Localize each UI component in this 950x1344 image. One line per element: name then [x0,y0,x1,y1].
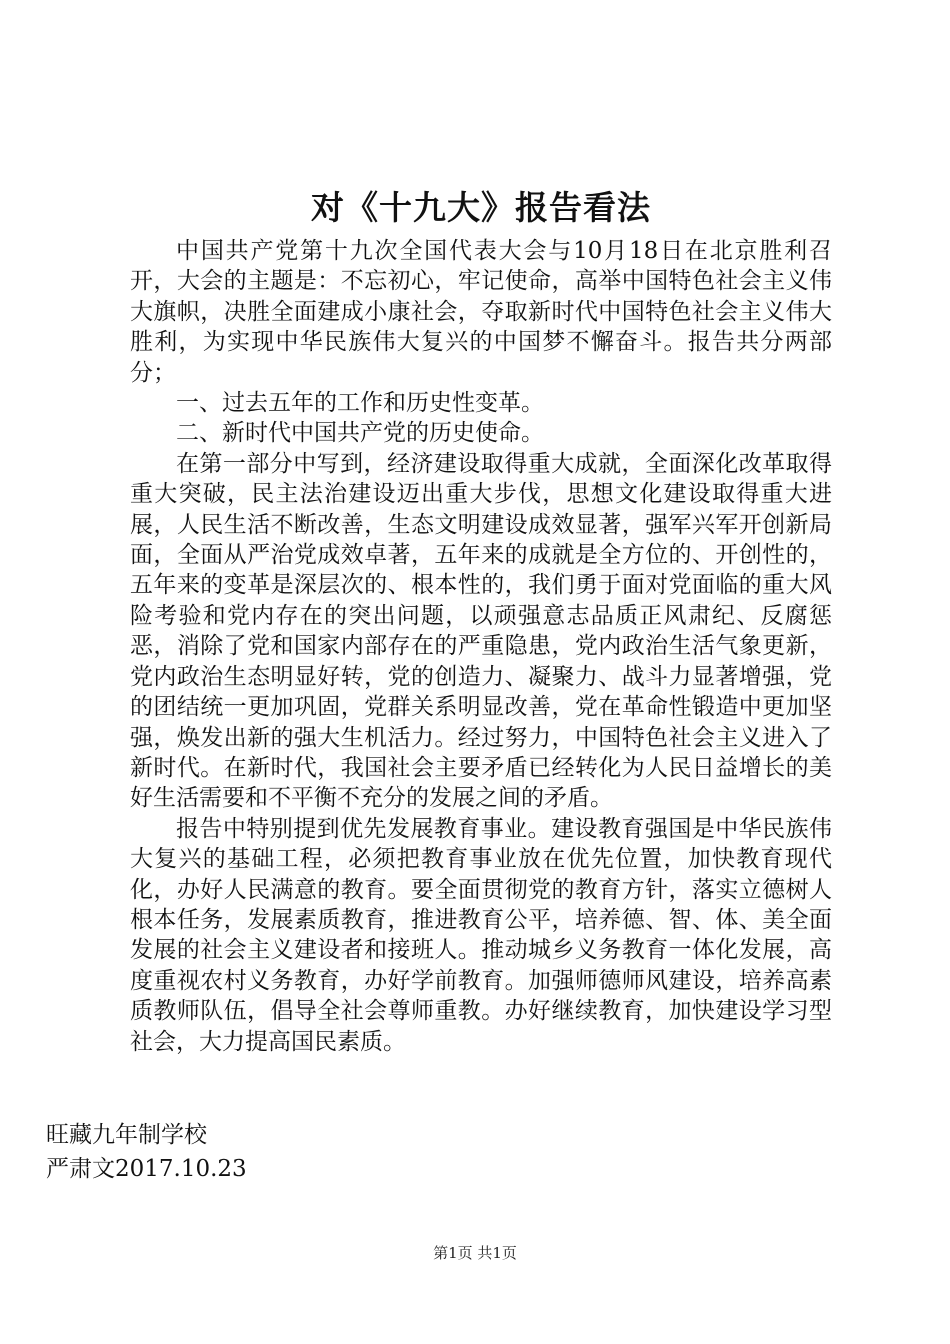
page-footer: 第1页 共1页 [433,1244,517,1262]
paragraph-part-one: 一、过去五年的工作和历史性变革。 [176,390,544,417]
signature-block [46,1118,247,1186]
signature-author-date: 严肃文2017.10.23 [46,1156,247,1182]
paragraph-education: 报告中特别提到优先发展教育事业。建设教育强国是中华民族伟大复兴的基础工程，必须把教育事业放在优先位置，加快教育现代化，办好人民满意的教育。要全面贯彻党的教育方针，落实立德树人根本任务，发展素质教育，推进教育公平，培养德、智、体、美全面发展的社会主义建设者和接班人。推动城乡义务教育一体化发展，高度重视农村义务教育，办好学前教育。加强师德师风建设，培养高素质教师队伍，倡导全社会尊师重教。办好继续教育，加快建设学习型社会，大力提高国民素质。 [130,815,832,1055]
signature-school: 旺藏九年制学校 [46,1122,207,1148]
paragraph-achievements: 在第一部分中写到，经济建设取得重大成就，全面深化改革取得重大突破，民主法治建设迈出重大步伐，思想文化建设取得重大进展，人民生活不断改善，生态文明建设成效显著，强军兴军开创新局面，全面从严治党成效卓著，五年来的成就是全方位的、开创性的，五年来的变革是深层次的、根本性的，我们勇于面对党面临的重大风险考验和党内存在的突出问题，以顽强意志品质正风肃纪、反腐惩恶，消除了党和国家内部存在的严重隐患，党内政治生活气象更新，党内政治生态明显好转，党的创造力、凝聚力、战斗力显著增强，党的团结统一更加巩固，党群关系明显改善，党在革命性锻造中更加坚强，焕发出新的强大生机活力。经过努力，中国特色社会主义进入了新时代。在新时代，我国社会主要矛盾已经转化为人民日益增长的美好生活需要和不平衡不充分的发展之间的矛盾。 [130,450,832,812]
document-body [130,236,832,1057]
paragraph-intro: 中国共产党第十九次全国代表大会与10月18日在北京胜利召开，大会的主题是：不忘初心，牢记使命，高举中国特色社会主义伟大旗帜，决胜全面建成小康社会，夺取新时代中国特色社会主义伟大胜利，为实现中华民族伟大复兴的中国梦不懈奋斗。报告共分两部分； [130,238,832,386]
paragraph-part-two: 二、新时代中国共产党的历史使命。 [176,420,544,447]
document-title: 对《十九大》报告看法 [311,188,651,227]
